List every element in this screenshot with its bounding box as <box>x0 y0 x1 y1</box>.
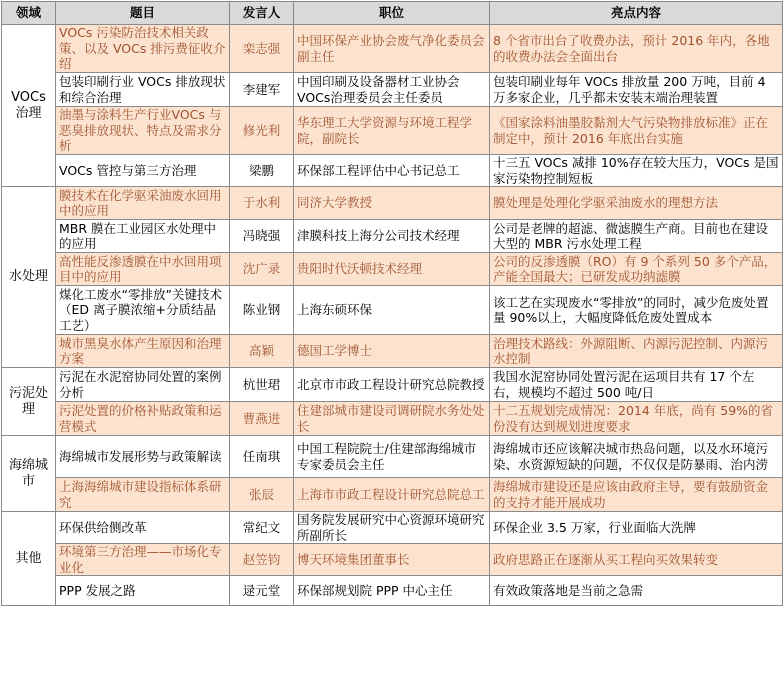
highlight-cell: 政府思路正在逐渐从买工程向买效果转变 <box>490 544 783 576</box>
speaker-cell: 于水利 <box>230 187 294 220</box>
topic-cell: 上海海绵城市建设指标体系研究 <box>56 478 230 512</box>
title-cell: 德国工学博士 <box>294 335 490 368</box>
speaker-cell: 赵笠钧 <box>230 544 294 576</box>
title-cell: 贵阳时代沃顿技术经理 <box>294 253 490 286</box>
title-cell: 博天环境集团董事长 <box>294 544 490 576</box>
speaker-cell: 冯晓强 <box>230 220 294 253</box>
table-row <box>2 335 783 368</box>
table-row <box>2 187 783 220</box>
table-row <box>2 478 783 512</box>
header-title: 职位 <box>294 2 490 25</box>
title-cell: 中国印刷及设备器材工业协会 VOCs治理委员会主任委员 <box>294 73 490 107</box>
topic-cell: 环保供给侧改革 <box>56 512 230 544</box>
highlight-cell: 海绵城市建设还是应该由政府主导，要有鼓励资金的支持才能开展成功 <box>490 478 783 512</box>
speaker-cell: 逯元堂 <box>230 576 294 606</box>
highlight-cell: 该工艺在实现废水“零排放”的同时，减少危废处置量 90%以上，大幅度降低危废处置成本 <box>490 286 783 335</box>
table-row <box>2 402 783 436</box>
speaker-cell: 栾志强 <box>230 25 294 73</box>
table-row <box>2 220 783 253</box>
highlight-cell: 环保企业 3.5 万家，行业面临大洗牌 <box>490 512 783 544</box>
table-row <box>2 107 783 155</box>
speaker-cell: 梁鹏 <box>230 155 294 187</box>
table-row <box>2 25 783 73</box>
header-highlight: 亮点内容 <box>490 2 783 25</box>
topic-cell: 污泥处置的价格补贴政策和运营模式 <box>56 402 230 436</box>
highlight-cell: 8 个省市出台了收费办法，预计 2016 年内，各地的收费办法会全面出台 <box>490 25 783 73</box>
title-cell: 中国环保产业协会废气净化委员会副主任 <box>294 25 490 73</box>
header-domain: 领域 <box>2 2 56 25</box>
title-cell: 华东理工大学资源与环境工程学院，副院长 <box>294 107 490 155</box>
topic-cell: 污泥在水泥窑协同处置的案例分析 <box>56 368 230 402</box>
topic-cell: 膜技术在化学驱采油废水回用中的应用 <box>56 187 230 220</box>
topic-cell: 高性能反渗透膜在中水回用项目中的应用 <box>56 253 230 286</box>
title-cell: 津膜科技上海分公司技术经理 <box>294 220 490 253</box>
speaker-cell: 曹燕进 <box>230 402 294 436</box>
topic-cell: VOCs 污染防治技术相关政策、以及 VOCs 排污费征收介绍 <box>56 25 230 73</box>
title-cell: 同济大学教授 <box>294 187 490 220</box>
title-cell: 环保部规划院 PPP 中心主任 <box>294 576 490 606</box>
table-row <box>2 73 783 107</box>
speaker-cell: 张辰 <box>230 478 294 512</box>
topic-cell: 油墨与涂料生产行业VOCs 与恶臭排放现状、特点及需求分析 <box>56 107 230 155</box>
topic-cell: 包装印刷行业 VOCs 排放现状和综合治理 <box>56 73 230 107</box>
highlight-cell: 公司的反渗透膜（RO）有 9 个系列 50 多个产品，产能全国最大；已研发成功纳滤膜 <box>490 253 783 286</box>
table-row <box>2 576 783 606</box>
table-row <box>2 253 783 286</box>
highlight-cell: 十二五规划完成情况：2014 年底，尚有 59%的省份没有达到规划进度要求 <box>490 402 783 436</box>
topic-cell: PPP 发展之路 <box>56 576 230 606</box>
table-row <box>2 512 783 544</box>
title-cell: 环保部工程评估中心书记总工 <box>294 155 490 187</box>
table-row <box>2 286 783 335</box>
speaker-cell: 李建军 <box>230 73 294 107</box>
topic-cell: 煤化工废水“零排放”关键技术（ED 离子膜浓缩+分质结晶工艺） <box>56 286 230 335</box>
domain-cell: VOCs治理 <box>2 25 56 187</box>
highlight-cell: 《国家涂料油墨胶黏剂大气污染物排放标准》正在制定中，预计 2016 年底出台实施 <box>490 107 783 155</box>
domain-cell: 污泥处理 <box>2 368 56 436</box>
highlight-cell: 治理技术路线：外源阻断、内源污泥控制、内源污水控制 <box>490 335 783 368</box>
highlight-cell: 包装印刷业每年 VOCs 排放量 200 万吨，目前 4 万多家企业，几乎都未安装末端治理装置 <box>490 73 783 107</box>
header-topic: 题目 <box>56 2 230 25</box>
table-row <box>2 544 783 576</box>
highlight-cell: 有效政策落地是当前之急需 <box>490 576 783 606</box>
domain-cell: 其他 <box>2 512 56 606</box>
topic-cell: VOCs 管控与第三方治理 <box>56 155 230 187</box>
highlight-cell: 公司是老牌的超滤、微滤膜生产商。目前也在建设大型的 MBR 污水处理工程 <box>490 220 783 253</box>
conference-summary-table <box>1 1 783 606</box>
header-speaker: 发言人 <box>230 2 294 25</box>
title-cell: 国务院发展研究中心资源环境研究所副所长 <box>294 512 490 544</box>
speaker-cell: 常纪文 <box>230 512 294 544</box>
highlight-cell: 十三五 VOCs 减排 10%存在较大压力，VOCs 是国家污染物控制短板 <box>490 155 783 187</box>
speaker-cell: 沈广录 <box>230 253 294 286</box>
title-cell: 住建部城市建设司调研院水务处处长 <box>294 402 490 436</box>
table-body <box>2 25 783 606</box>
title-cell: 上海市市政工程设计研究总院总工 <box>294 478 490 512</box>
topic-cell: 环境第三方治理——市场化专业化 <box>56 544 230 576</box>
speaker-cell: 修光利 <box>230 107 294 155</box>
title-cell: 上海东硕环保 <box>294 286 490 335</box>
highlight-cell: 海绵城市还应该解决城市热岛问题，以及水环境污染、水资源短缺的问题，不仅仅是防暴雨、治内涝 <box>490 436 783 478</box>
domain-cell: 水处理 <box>2 187 56 368</box>
domain-cell: 海绵城市 <box>2 436 56 512</box>
table-header-row <box>2 2 783 25</box>
topic-cell: 城市黑臭水体产生原因和治理方案 <box>56 335 230 368</box>
highlight-cell: 膜处理是处理化学驱采油废水的理想方法 <box>490 187 783 220</box>
speaker-cell: 高颖 <box>230 335 294 368</box>
speaker-cell: 任南琪 <box>230 436 294 478</box>
speaker-cell: 杭世珺 <box>230 368 294 402</box>
title-cell: 北京市市政工程设计研究总院教授 <box>294 368 490 402</box>
title-cell: 中国工程院院士/住建部海绵城市专家委员会主任 <box>294 436 490 478</box>
topic-cell: MBR 膜在工业园区水处理中的应用 <box>56 220 230 253</box>
topic-cell: 海绵城市发展形势与政策解读 <box>56 436 230 478</box>
speaker-cell: 陈业钢 <box>230 286 294 335</box>
highlight-cell: 我国水泥窑协同处置污泥在运项目共有 17 个左右，规模均不超过 500 吨/日 <box>490 368 783 402</box>
table-row <box>2 155 783 187</box>
table-row <box>2 436 783 478</box>
table-row <box>2 368 783 402</box>
